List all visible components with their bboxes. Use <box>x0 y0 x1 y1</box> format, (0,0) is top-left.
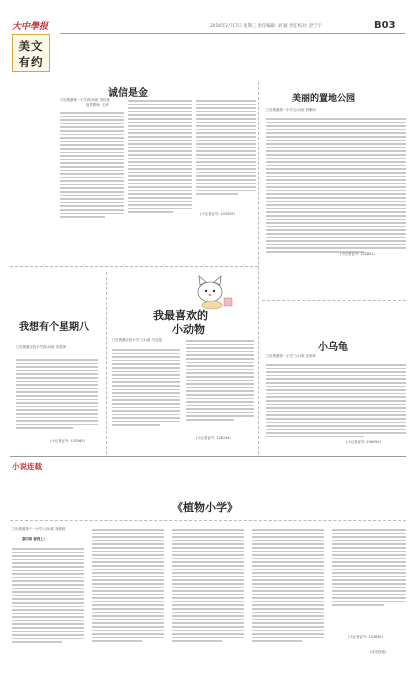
ending-turtle: (小记者证号: 106050) <box>346 440 381 444</box>
article-title-park: 美丽的置地公园 <box>292 94 356 104</box>
body-text-park <box>266 116 406 255</box>
article-title-week8: 我想有个星期八 <box>19 322 89 333</box>
body-text-pet-col1 <box>112 347 180 428</box>
ending-park: (小记者证号: 102801) <box>340 252 375 256</box>
body-text-honesty-col2 <box>128 98 192 215</box>
body-text-novel-col3 <box>172 527 244 644</box>
article-title-pet-line2: 小动物 <box>172 323 205 336</box>
body-text-novel-col4 <box>252 527 324 644</box>
novel-top-rule <box>10 456 406 457</box>
teacher-honesty: 指导教师: 王萍 <box>86 103 109 107</box>
header-rule <box>60 33 405 34</box>
body-text-turtle <box>266 362 406 439</box>
ending-week8: (小记者证号: 102560) <box>50 439 85 443</box>
column-divider-left <box>106 272 107 454</box>
body-text-honesty-col1 <box>60 110 124 220</box>
section-divider-right <box>262 300 406 301</box>
masthead-logo: 大中學报 <box>12 22 49 32</box>
byline-park: □吐鲁番第一小学五(2)班 何紫雨 <box>266 108 316 112</box>
section-badge-text: 美文有约 <box>18 39 44 69</box>
novel-title-rule <box>10 520 406 521</box>
body-text-honesty-col3 <box>196 98 256 197</box>
ending-pet: (小记者证号: 106226) <box>196 436 231 440</box>
article-title-honesty: 诚信是金 <box>108 88 148 99</box>
cat-illustration <box>190 272 238 310</box>
byline-week8: □吐鲁番实验小学四(2)班 刘美琪 <box>16 345 66 349</box>
article-title-turtle: 小乌龟 <box>318 342 348 353</box>
body-text-novel-col2 <box>92 527 164 644</box>
to-be-continued: (未完待续) <box>370 650 387 654</box>
section-divider-upper <box>10 266 258 267</box>
ending-honesty: (小记者证号: 103429) <box>200 212 235 216</box>
body-text-week8 <box>16 357 98 431</box>
byline-pet: □吐鲁番实验小学三(1)班 马克瑞 <box>112 338 162 342</box>
body-text-novel-col1 <box>12 546 84 645</box>
ending-novel: (小记者证号: 103630) <box>348 635 383 639</box>
chapter-novel: 第四章 春到上！ <box>22 537 47 541</box>
date-info: 2016年2月17日 星期三 责任编辑: 刘 颖 责任校对: 赵宁宇 <box>210 24 322 29</box>
byline-turtle: □吐鲁番第一小学三(1)班 任欣妍 <box>266 354 316 358</box>
section-badge <box>12 34 50 72</box>
column-divider <box>258 82 259 454</box>
article-title-pet-line1: 我最喜欢的 <box>153 309 208 322</box>
page-number: B03 <box>374 20 396 31</box>
article-title-novel: 《植物小学》 <box>172 501 238 514</box>
body-text-novel-col5 <box>332 527 406 608</box>
body-text-pet-col2 <box>186 338 254 423</box>
byline-novel: □吐鲁番第十一小学六(5)班 刘晨晨 <box>12 527 66 531</box>
novel-section-label: 小说连载 <box>12 462 42 471</box>
byline-honesty: □吐鲁番第一小学四(5)班 李佳萱 <box>60 98 110 102</box>
